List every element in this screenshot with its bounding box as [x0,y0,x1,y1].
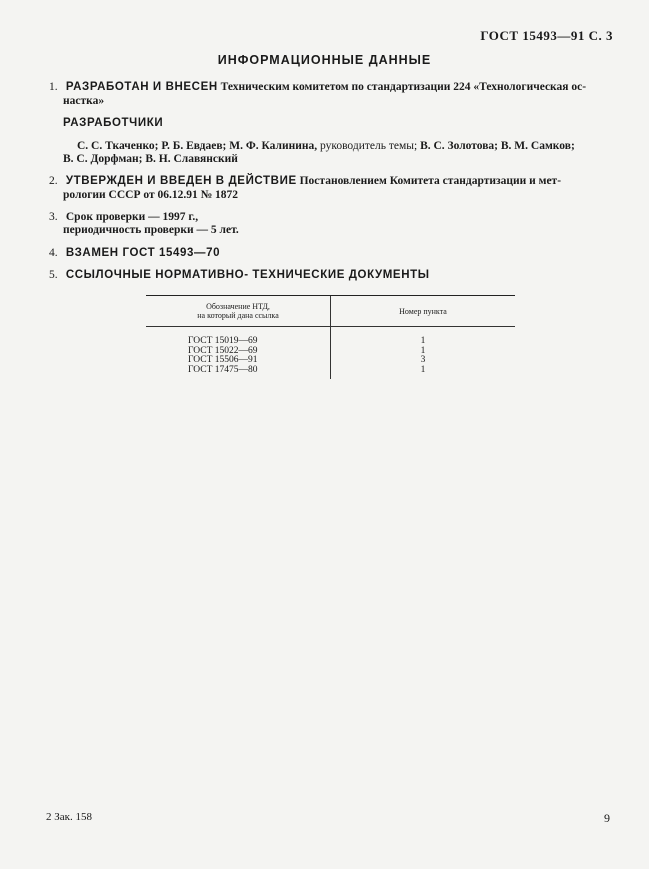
section-1-text: Техническим комитетом по стандартизации 224 «Технологическая ос- [220,81,587,93]
section-4-caption: ВЗАМЕН ГОСТ 15493—70 [65,247,221,259]
section-1 [49,80,586,94]
section-2-caption: УТВЕРЖДЕН И ВВЕДЕН В ДЕЙСТВИЕ [65,175,297,187]
section-1-caption: РАЗРАБОТАН И ВНЕСЕН [65,81,218,93]
order-number: 2 Зак. 158 [46,811,92,823]
section-3-number: 3. [49,211,58,223]
section-1-number: 1. [49,81,58,93]
developers-heading: РАЗРАБОТЧИКИ [63,117,164,129]
table-cell-document: ГОСТ 15506—91 [188,355,258,365]
developers-line-1 [77,139,575,153]
developers-names-a: С. С. Ткаченко; Р. Б. Евдаев; М. Ф. Калинина, [77,140,318,152]
column-header-item: Номер пункта [331,296,516,327]
table-row [146,327,515,347]
reference-documents-table [146,295,515,379]
developers-role: руководитель темы; [319,140,418,152]
section-5-number: 5. [49,269,58,281]
column-header-document-line-2: на который дана ссылка [197,311,279,320]
section-5-caption: ССЫЛОЧНЫЕ НОРМАТИВНО- ТЕХНИЧЕСКИЕ ДОКУМЕНТЫ [65,269,430,281]
section-2-text: Постановлением Комитета стандартизации и мет- [299,175,562,187]
column-header-document-line-1: Обозначение НТД, [206,302,270,311]
section-5 [49,268,430,282]
section-2 [49,174,561,188]
section-2-text-cont: рологии СССР от 06.12.91 № 1872 [63,189,239,201]
section-3-line-2: периодичность проверки — 5 лет. [63,224,239,236]
section-1-text-cont: настка» [63,95,105,107]
table-cell-item: 1 [331,327,516,347]
section-3 [49,210,198,224]
table-cell-item: 1 [331,366,516,380]
column-header-document [146,296,331,327]
section-4 [49,246,220,260]
table-cell-item: 1 [331,347,516,357]
table-cell-document: ГОСТ 15019—69 [188,336,258,346]
developers-names-b: В. С. Золотова; В. М. Самков; [420,140,575,152]
table-cell-document: ГОСТ 17475—80 [188,364,258,375]
developers-line-2: В. С. Дорфман; В. Н. Славянский [63,153,238,165]
table-header-row [146,296,515,327]
document-code-header: ГОСТ 15493—91 С. 3 [480,28,613,43]
section-4-number: 4. [49,247,58,259]
table-cell-item: 3 [331,356,516,366]
page-title: ИНФОРМАЦИОННЫЕ ДАННЫЕ [217,53,432,67]
table-cell-document: ГОСТ 15022—69 [188,345,258,356]
table-row [146,366,515,380]
section-2-number: 2. [49,175,58,187]
section-3-line-1: Срок проверки — 1997 г., [65,211,199,223]
page-number: 9 [604,811,610,825]
